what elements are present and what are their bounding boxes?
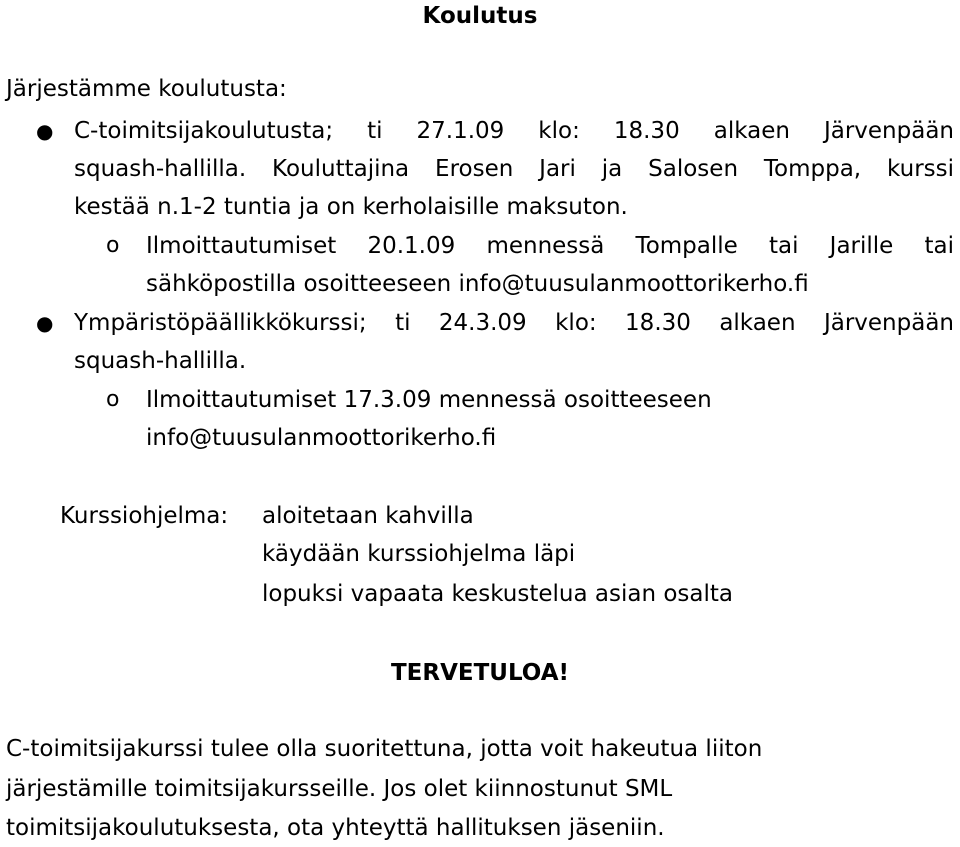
bullet-2-sub-line-2: info@tuusulanmoottorikerho.fi [146,425,497,451]
bullet-2-sub-line-1: Ilmoittautumiset 17.3.09 mennessä osoitteeseen [146,387,712,413]
footer-line-2: järjestämille toimitsijakursseille. Jos olet kiinnostunut SML [6,776,673,802]
bullet-1-sub-line-1: Ilmoittautumiset 20.1.09 mennessä Tompalle tai Jarille tai [146,233,954,259]
program-label: Kurssiohjelma: [60,503,229,529]
intro-text: Järjestämme koulutusta: [6,76,287,102]
bullet-icon: ● [36,119,54,143]
bullet-1-line-2: squash-hallilla. Kouluttajina Erosen Jari ja Salosen Tomppa, kurssi [74,156,954,182]
program-item: lopuksi vapaata keskustelua asian osalta [262,581,734,607]
bullet-1-line-3: kestää n.1-2 tuntia ja on kerholaisille maksuton. [74,194,628,220]
circle-bullet-icon: o [106,387,120,412]
program-item: aloitetaan kahvilla [262,503,474,529]
circle-bullet-icon: o [106,233,120,258]
footer-line-1: C-toimitsijakurssi tulee olla suoritettuna, jotta voit hakeutua liiton [6,736,763,762]
bullet-1-sub-line-2: sähköpostilla osoitteeseen info@tuusulanmoottorikerho.fi [146,271,809,297]
program-item: käydään kurssiohjelma läpi [262,541,576,567]
bullet-1-line-1: C-toimitsijakoulutusta; ti 27.1.09 klo: 18.30 alkaen Järvenpään [74,118,954,144]
bullet-icon: ● [36,311,54,335]
bullet-2-line-1: Ympäristöpäällikkökurssi; ti 24.3.09 klo: 18.30 alkaen Järvenpään [74,310,954,336]
footer-line-3: toimitsijakoulutuksesta, ota yhteyttä hallituksen jäseniin. [6,815,665,841]
welcome-text: TERVETULOA! [390,660,570,686]
page-title: Koulutus [422,3,538,29]
bullet-2-line-2: squash-hallilla. [74,348,247,374]
